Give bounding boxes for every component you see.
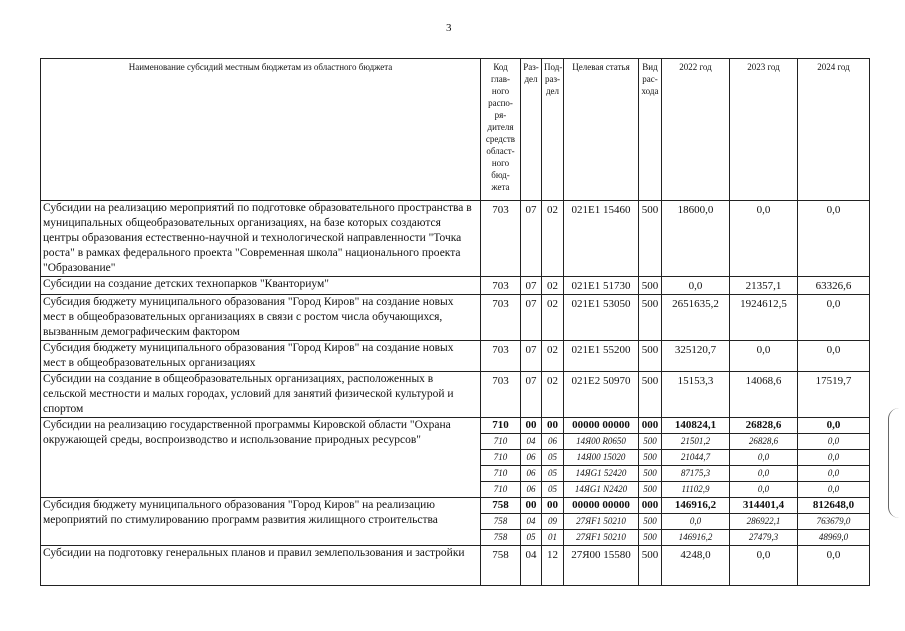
page-number: 3 [446, 22, 452, 34]
row-2022: 146916,2 [662, 498, 730, 514]
row-code: 710 [481, 482, 521, 498]
row-type: 500 [639, 530, 662, 546]
row-2024: 812648,0 [798, 498, 870, 514]
row-subsection: 12 [542, 546, 564, 586]
row-target: 00000 00000 [564, 498, 639, 514]
row-subsection: 02 [542, 341, 564, 372]
row-target: 021E1 53050 [564, 295, 639, 341]
row-2022: 4248,0 [662, 546, 730, 586]
row-code: 758 [481, 498, 521, 514]
row-2023: 0,0 [730, 341, 798, 372]
row-2024: 0,0 [798, 295, 870, 341]
row-2022: 87175,3 [662, 466, 730, 482]
row-subsection: 06 [542, 434, 564, 450]
row-2023: 0,0 [730, 450, 798, 466]
row-2023: 0,0 [730, 482, 798, 498]
row-2022: 18600,0 [662, 201, 730, 277]
row-section: 07 [521, 372, 542, 418]
row-section: 06 [521, 466, 542, 482]
row-2023: 14068,6 [730, 372, 798, 418]
table-row [41, 372, 870, 418]
row-2023: 1924612,5 [730, 295, 798, 341]
row-section: 00 [521, 498, 542, 514]
header-expense-type: Вид рас-хода [639, 59, 662, 201]
row-code: 703 [481, 372, 521, 418]
row-2022: 325120,7 [662, 341, 730, 372]
row-section: 07 [521, 295, 542, 341]
group-total-row [41, 498, 870, 514]
row-2024: 48969,0 [798, 530, 870, 546]
row-section: 07 [521, 341, 542, 372]
row-subsection: 09 [542, 514, 564, 530]
row-type: 000 [639, 498, 662, 514]
row-code: 710 [481, 450, 521, 466]
row-section: 06 [521, 450, 542, 466]
row-code: 703 [481, 295, 521, 341]
header-2023: 2023 год [730, 59, 798, 201]
row-code: 758 [481, 530, 521, 546]
group-name: Субсидия бюджету муниципального образования "Город Киров" на реализацию мероприятий по стимулированию программ развития жилищного строительства [41, 498, 481, 546]
row-target: 27ЯF1 50210 [564, 514, 639, 530]
header-target: Целевая статья [564, 59, 639, 201]
row-2022: 11102,9 [662, 482, 730, 498]
row-type: 500 [639, 372, 662, 418]
row-2024: 63326,6 [798, 277, 870, 295]
row-subsection: 02 [542, 295, 564, 341]
row-code: 710 [481, 434, 521, 450]
row-section: 00 [521, 418, 542, 434]
row-subsection: 02 [542, 201, 564, 277]
table-row [41, 295, 870, 341]
row-2022: 2651635,2 [662, 295, 730, 341]
row-2022: 15153,3 [662, 372, 730, 418]
row-2023: 286922,1 [730, 514, 798, 530]
header-2022: 2022 год [662, 59, 730, 201]
row-subsection: 02 [542, 372, 564, 418]
row-name: Субсидия бюджету муниципального образования "Город Киров" на создание новых мест в общеобразовательных организациях [41, 341, 481, 372]
row-2023: 26828,6 [730, 434, 798, 450]
row-target: 021E1 51730 [564, 277, 639, 295]
row-2024: 0,0 [798, 546, 870, 586]
row-code: 758 [481, 546, 521, 586]
row-2024: 0,0 [798, 466, 870, 482]
row-2023: 314401,4 [730, 498, 798, 514]
header-name: Наименование субсидий местным бюджетам из областного бюджета [41, 59, 481, 201]
row-section: 04 [521, 514, 542, 530]
row-section: 07 [521, 201, 542, 277]
row-section: 04 [521, 434, 542, 450]
table-row [41, 546, 870, 586]
row-2023: 27479,3 [730, 530, 798, 546]
row-2022: 0,0 [662, 514, 730, 530]
row-subsection: 02 [542, 277, 564, 295]
row-name: Субсидии на создание детских технопарков "Кванториум" [41, 277, 481, 295]
subsidies-table [40, 58, 870, 586]
row-2024: 0,0 [798, 450, 870, 466]
row-name: Субсидии на создание в общеобразовательных организациях, расположенных в сельской местности и малых городах, условий для занятий физической культурой и спортом [41, 372, 481, 418]
row-name: Субсидии на подготовку генеральных планов и правил землепользования и застройки [41, 546, 481, 586]
row-type: 500 [639, 295, 662, 341]
row-code: 703 [481, 201, 521, 277]
row-2024: 0,0 [798, 482, 870, 498]
group-total-row [41, 418, 870, 434]
row-2023: 21357,1 [730, 277, 798, 295]
row-2023: 26828,6 [730, 418, 798, 434]
row-2024: 0,0 [798, 434, 870, 450]
row-target: 00000 00000 [564, 418, 639, 434]
row-code: 758 [481, 514, 521, 530]
row-code: 703 [481, 341, 521, 372]
row-2022: 140824,1 [662, 418, 730, 434]
row-type: 500 [639, 341, 662, 372]
row-target: 27ЯF1 50210 [564, 530, 639, 546]
row-subsection: 01 [542, 530, 564, 546]
row-subsection: 05 [542, 450, 564, 466]
row-section: 07 [521, 277, 542, 295]
table-row [41, 277, 870, 295]
row-2023: 0,0 [730, 466, 798, 482]
row-2023: 0,0 [730, 546, 798, 586]
row-2024: 0,0 [798, 418, 870, 434]
row-2024: 0,0 [798, 341, 870, 372]
header-row [41, 59, 870, 201]
row-target: 021E1 15460 [564, 201, 639, 277]
header-code: Код глав-ного распо-ря-дителя средств област-ного бюд-жета [481, 59, 521, 201]
row-2023: 0,0 [730, 201, 798, 277]
row-type: 500 [639, 546, 662, 586]
margin-bracket-mark [888, 408, 899, 518]
row-type: 500 [639, 450, 662, 466]
row-type: 500 [639, 434, 662, 450]
row-type: 500 [639, 482, 662, 498]
row-section: 04 [521, 546, 542, 586]
row-type: 500 [639, 514, 662, 530]
row-type: 500 [639, 466, 662, 482]
header-2024: 2024 год [798, 59, 870, 201]
row-section: 05 [521, 530, 542, 546]
row-section: 06 [521, 482, 542, 498]
row-subsection: 00 [542, 498, 564, 514]
row-subsection: 05 [542, 482, 564, 498]
row-target: 021E1 55200 [564, 341, 639, 372]
header-subsection: Под-раз-дел [542, 59, 564, 201]
row-2024: 763679,0 [798, 514, 870, 530]
row-subsection: 00 [542, 418, 564, 434]
row-2022: 146916,2 [662, 530, 730, 546]
table-row [41, 341, 870, 372]
row-2024: 17519,7 [798, 372, 870, 418]
row-name: Субсидии на реализацию мероприятий по подготовке образовательного пространства в муниципальных общеобразовательных организациях, на базе которых создаются центры образования естественно-научной и технологической направленности "Точка роста" в рамках федерального проекта "Современная школа" национального проекта "Образование" [41, 201, 481, 277]
row-target: 14Я00 R0650 [564, 434, 639, 450]
row-code: 710 [481, 418, 521, 434]
row-type: 500 [639, 201, 662, 277]
group-name: Субсидии на реализацию государственной программы Кировской области "Охрана окружающей среды, воспроизводство и использование природных ресурсов" [41, 418, 481, 498]
row-2022: 0,0 [662, 277, 730, 295]
row-subsection: 05 [542, 466, 564, 482]
row-target: 14ЯG1 N2420 [564, 482, 639, 498]
table-row [41, 201, 870, 277]
row-name: Субсидия бюджету муниципального образования "Город Киров" на создание новых мест в общеобразовательных организациях в связи с ростом числа обучающихся, вызванным демографическим фактором [41, 295, 481, 341]
row-target: 021E2 50970 [564, 372, 639, 418]
row-target: 14ЯG1 52420 [564, 466, 639, 482]
row-type: 500 [639, 277, 662, 295]
header-section: Раз-дел [521, 59, 542, 201]
row-target: 27Я00 15580 [564, 546, 639, 586]
row-target: 14Я00 15020 [564, 450, 639, 466]
row-2022: 21501,2 [662, 434, 730, 450]
row-type: 000 [639, 418, 662, 434]
row-2022: 21044,7 [662, 450, 730, 466]
row-code: 710 [481, 466, 521, 482]
row-code: 703 [481, 277, 521, 295]
row-2024: 0,0 [798, 201, 870, 277]
